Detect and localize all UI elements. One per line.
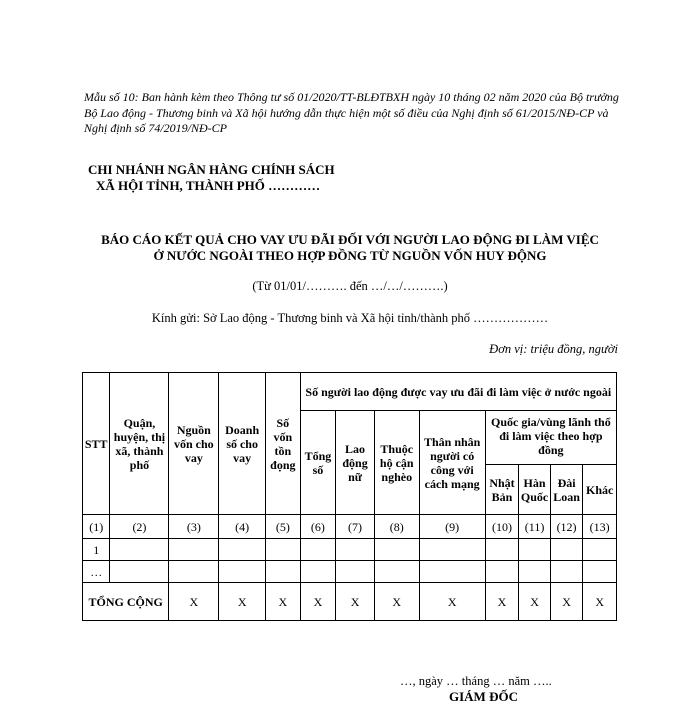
- table-cell: [336, 561, 375, 583]
- form-legal-note: Mẫu số 10: Ban hành kèm theo Thông tư số 01/2020/TT-BLĐTBXH ngày 10 tháng 02 năm 2020 của Bộ trưởng Bộ Lao động - Thương binh và Xã hội hướng dẫn thực hiện một số điều của Nghị định số 61/2015/NĐ-CP và Nghị định số 74/2019/NĐ-CP: [84, 90, 619, 135]
- header-poor: Thuộc hộ cận nghèo: [374, 411, 419, 515]
- unit-note: Đơn vị: triệu đồng, người: [489, 342, 618, 356]
- table-cell: [550, 539, 583, 561]
- column-number-row: [83, 515, 617, 539]
- table-cell: [374, 539, 419, 561]
- total-cell: X: [374, 583, 419, 621]
- column-number: (2): [110, 515, 169, 539]
- total-cell: X: [169, 583, 219, 621]
- table-cell: [419, 561, 485, 583]
- header-total: Tổng số: [300, 411, 336, 515]
- table-cell: [169, 539, 219, 561]
- total-cell: X: [519, 583, 551, 621]
- total-cell: X: [266, 583, 301, 621]
- table-cell: [550, 561, 583, 583]
- column-number: (9): [419, 515, 485, 539]
- table-cell: [266, 539, 301, 561]
- table-cell: 1: [83, 539, 110, 561]
- table-cell: …: [83, 561, 110, 583]
- table-cell: [219, 539, 266, 561]
- signature-title: GIÁM ĐỐC: [449, 689, 518, 704]
- header-outstanding: Số vốn tồn đọng: [266, 373, 301, 515]
- header-taiwan: Đài Loan: [550, 465, 583, 515]
- total-cell: X: [219, 583, 266, 621]
- table-cell: [583, 561, 617, 583]
- table-row: [83, 561, 617, 583]
- column-number: (5): [266, 515, 301, 539]
- table-cell: [110, 561, 169, 583]
- table-cell: [583, 539, 617, 561]
- header-loan-sales: Doanh số cho vay: [219, 373, 266, 515]
- table-cell: [169, 561, 219, 583]
- table-cell: [519, 539, 551, 561]
- report-title-line-2: Ở NƯỚC NGOÀI THEO HỢP ĐỒNG TỪ NGUỒN VỐN HUY ĐỘNG: [153, 248, 547, 263]
- organization-line-2: XÃ HỘI TỈNH, THÀNH PHỐ …………: [96, 178, 321, 193]
- signature-date-line: …, ngày … tháng … năm …..: [400, 674, 552, 688]
- column-number: (11): [519, 515, 551, 539]
- table-row: [83, 539, 617, 561]
- total-cell: X: [485, 583, 519, 621]
- table-cell: [485, 561, 519, 583]
- table-cell: [519, 561, 551, 583]
- report-title: [60, 232, 640, 264]
- report-table: [82, 372, 617, 621]
- header-loan-source: Nguồn vốn cho vay: [169, 373, 219, 515]
- organization-line-1: CHI NHÁNH NGÂN HÀNG CHÍNH SÁCH: [88, 162, 335, 177]
- header-stt: STT: [83, 373, 110, 515]
- total-cell: X: [550, 583, 583, 621]
- total-row: [83, 583, 617, 621]
- table-cell: [110, 539, 169, 561]
- table-cell: [336, 539, 375, 561]
- report-period: (Từ 01/01/………. đến …/…/……….): [252, 279, 448, 293]
- table-cell: [300, 561, 336, 583]
- table-cell: [374, 561, 419, 583]
- recipient-line: Kính gửi: Sở Lao động - Thương binh và Xã hội tỉnh/thành phố ………………: [151, 311, 549, 325]
- total-row-label: TỔNG CỘNG: [83, 583, 169, 621]
- total-cell: X: [336, 583, 375, 621]
- table-cell: [266, 561, 301, 583]
- table-cell: [219, 561, 266, 583]
- header-countries-group: Quốc gia/vùng lãnh thổ đi làm việc theo hợp đồng: [485, 411, 616, 465]
- header-korea: Hàn Quốc: [519, 465, 551, 515]
- total-cell: X: [583, 583, 617, 621]
- column-number: (7): [336, 515, 375, 539]
- header-workers-group: Số người lao động được vay ưu đãi đi làm việc ở nước ngoài: [300, 373, 616, 411]
- column-number: (8): [374, 515, 419, 539]
- report-title-line-1: BÁO CÁO KẾT QUẢ CHO VAY ƯU ĐÃI ĐỐI VỚI NGƯỜI LAO ĐỘNG ĐI LÀM VIỆC: [101, 232, 599, 247]
- header-merit-family: Thân nhân người có công với cách mạng: [419, 411, 485, 515]
- column-number: (4): [219, 515, 266, 539]
- total-cell: X: [419, 583, 485, 621]
- column-number: (1): [83, 515, 110, 539]
- organization-name: [88, 162, 335, 194]
- column-number: (10): [485, 515, 519, 539]
- total-cell: X: [300, 583, 336, 621]
- header-japan: Nhật Bản: [485, 465, 519, 515]
- header-other: Khác: [583, 465, 617, 515]
- column-number: (13): [583, 515, 617, 539]
- table-cell: [485, 539, 519, 561]
- column-number: (12): [550, 515, 583, 539]
- header-district: Quận, huyện, thị xã, thành phố: [110, 373, 169, 515]
- header-female: Lao động nữ: [336, 411, 375, 515]
- table-cell: [300, 539, 336, 561]
- table-cell: [419, 539, 485, 561]
- column-number: (6): [300, 515, 336, 539]
- column-number: (3): [169, 515, 219, 539]
